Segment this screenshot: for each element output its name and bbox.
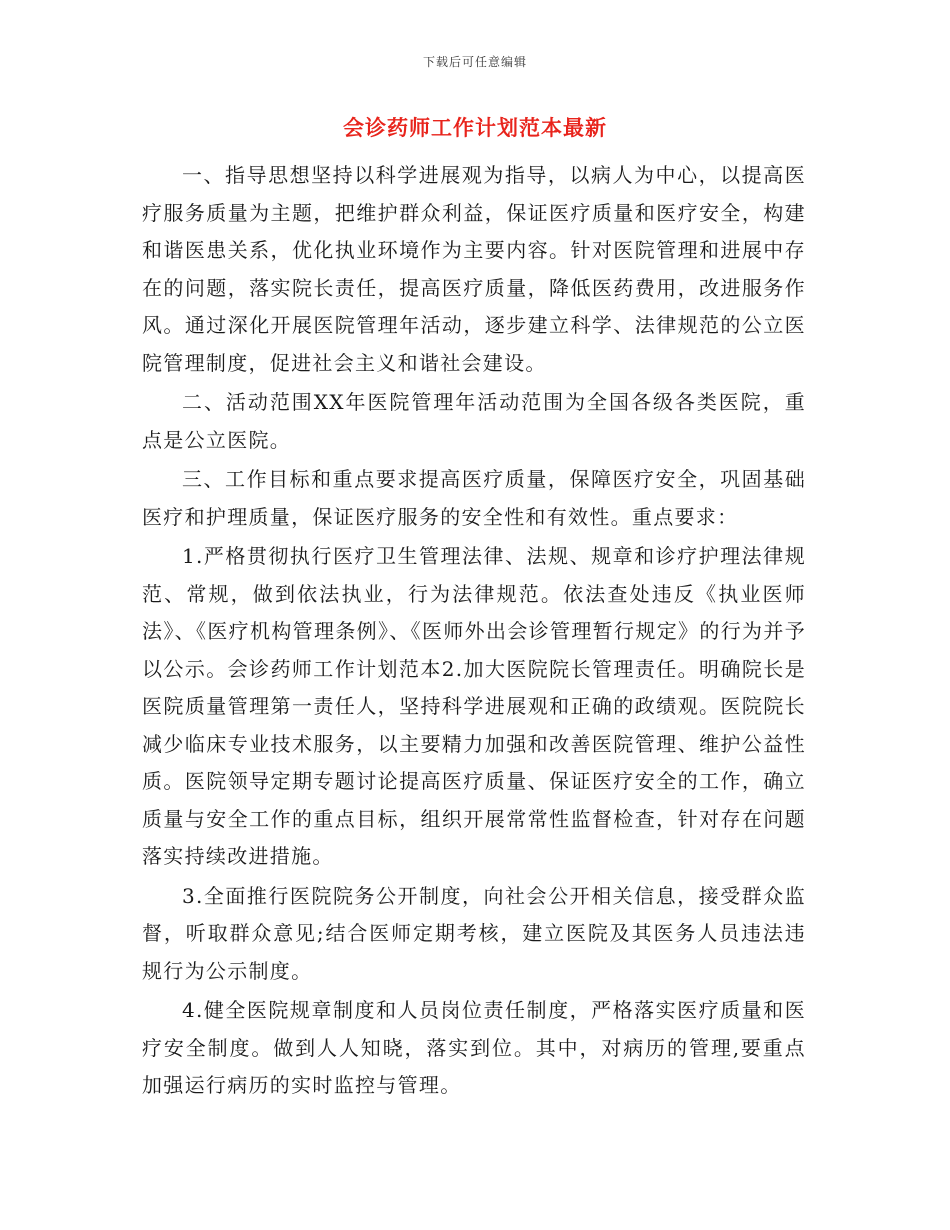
paragraph-item-3: 3.全面推行医院院务公开制度，向社会公开相关信息，接受群众监督，听取群众意见;结合医师定期考核，建立医院及其医务人员违法违规行为公示制度。 <box>142 883 806 983</box>
header-note: 下载后可任意编辑 <box>422 55 527 69</box>
paragraph-guiding-ideology: 一、指导思想坚持以科学进展观为指导，以病人为中心，以提高医疗服务质量为主题，把维护群众利益，保证医疗质量和医疗安全，构建和谐医患关系，优化执业环境作为主要内容。针对医院管理和进展中存在的问题，落实院长责任，提高医疗质量，降低医药费用，改进服务作风。通过深化开展医院管理年活动，逐步建立科学、法律规范的公立医院管理制度，促进社会主义和谐社会建设。 <box>142 163 806 375</box>
document-body <box>142 157 806 1107</box>
paragraph-work-goals: 三、工作目标和重点要求提高医疗质量，保障医疗安全，巩固基础医疗和护理质量，保证医疗服务的安全性和有效性。重点要求： <box>142 467 806 529</box>
paragraph-item-1: 1.严格贯彻执行医疗卫生管理法律、法规、规章和诊疗护理法律规范、常规，做到依法执业，行为法律规范。依法查处违反《执业医师法》、《医疗机构管理条例》、《医师外出会诊管理暂行规定》的行为并予以公示。会诊药师工作计划范本2.加大医院院长管理责任。明确院长是医院质量管理第一责任人，坚持科学进展观和正确的政绩观。医院院长减少临床专业技术服务，以主要精力加强和改善医院管理、维护公益性质。医院领导定期专题讨论提高医疗质量、保证医疗安全的工作，确立质量与安全工作的重点目标，组织开展常常性监督检查，针对存在问题落实持续改进措施。 <box>142 544 806 868</box>
document-title: 会诊药师工作计划范本最新 <box>343 115 607 140</box>
paragraph-activity-scope: 二、活动范围XX年医院管理年活动范围为全国各级各类医院，重点是公立医院。 <box>142 390 806 452</box>
paragraph-item-4: 4.健全医院规章制度和人员岗位责任制度，严格落实医疗质量和医疗安全制度。做到人人知晓，落实到位。其中，对病历的管理,要重点加强运行病历的实时监控与管理。 <box>142 998 806 1097</box>
